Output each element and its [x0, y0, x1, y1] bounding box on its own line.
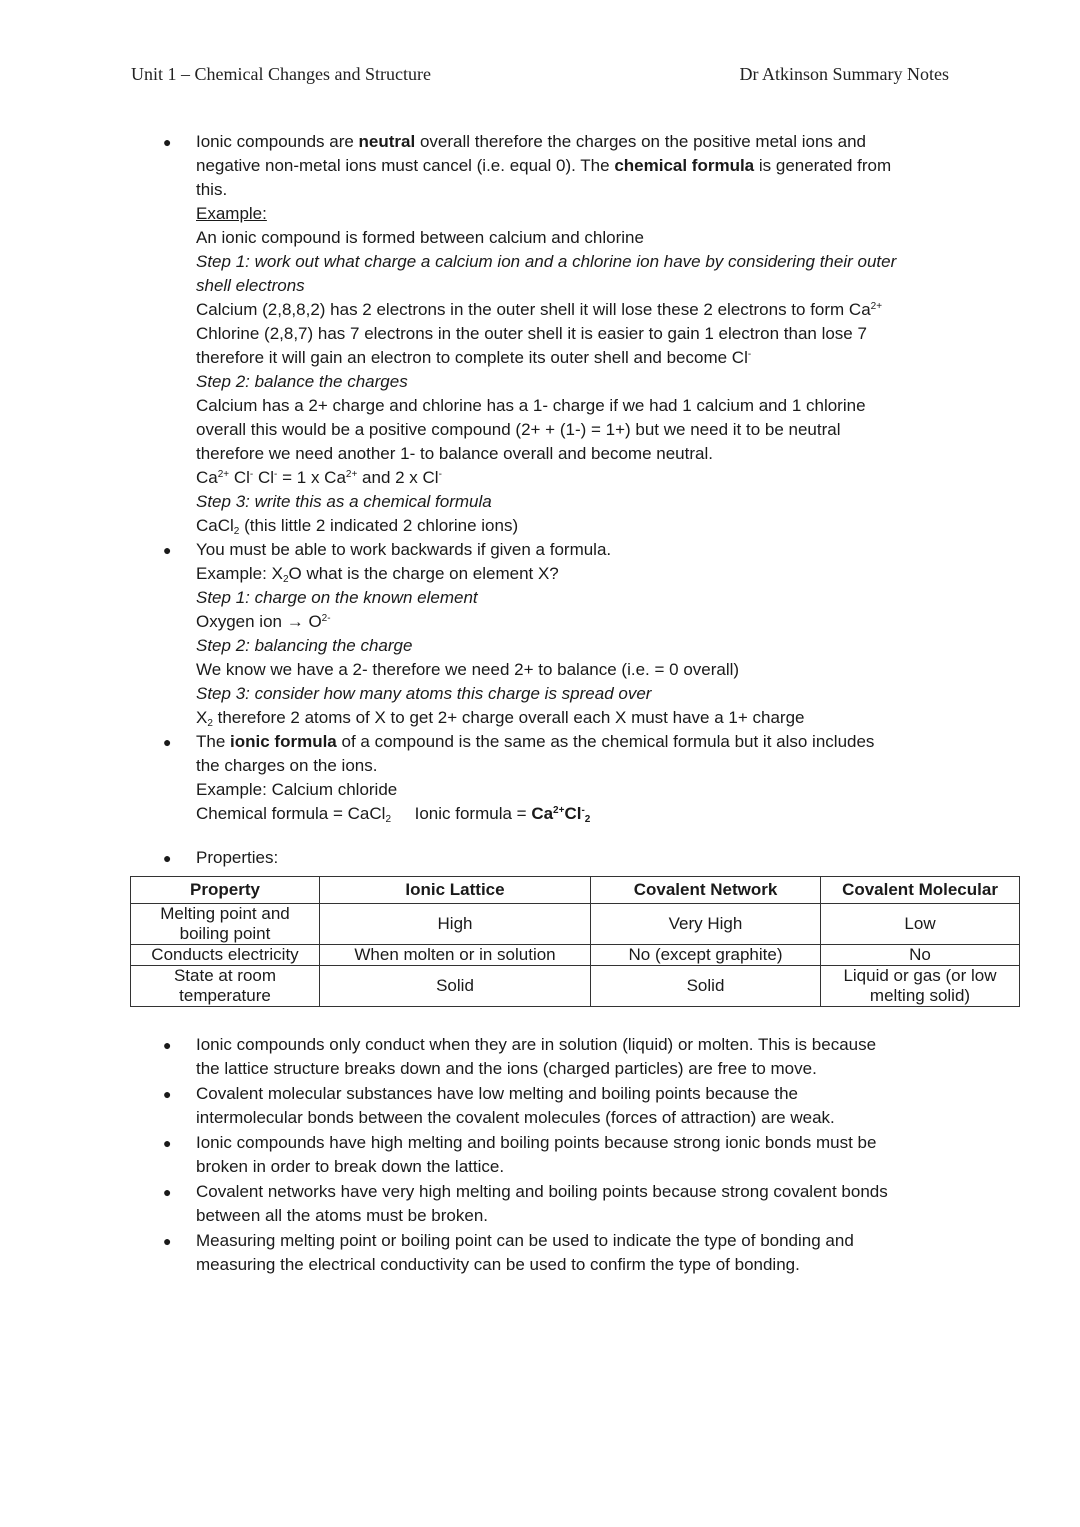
- bullet-properties: ● Properties:: [0, 846, 1080, 870]
- bullet-dot: ●: [163, 734, 172, 750]
- bullet-dot: ●: [163, 850, 172, 866]
- table-cell: When molten or in solution: [320, 945, 591, 966]
- table-cell: Melting point and boiling point: [131, 904, 320, 945]
- bullet-dot: ●: [163, 1135, 172, 1151]
- bullet-dot: ●: [163, 1037, 172, 1053]
- step-2: Step 2: balance the charges: [196, 372, 408, 391]
- table-cell: Solid: [320, 966, 591, 1007]
- notes-body: [0, 130, 1080, 870]
- table-header: Covalent Network: [591, 877, 821, 904]
- table-cell: High: [320, 904, 591, 945]
- explanation-notes: [0, 1033, 1080, 1278]
- table-cell: Liquid or gas (or low melting solid): [821, 966, 1020, 1007]
- step-1: Step 1: work out what charge a calcium ion and a chlorine ion have by considering their outer: [196, 252, 897, 271]
- table-header: Property: [131, 877, 320, 904]
- table-cell: No: [821, 945, 1020, 966]
- table-header: Covalent Molecular: [821, 877, 1020, 904]
- bullet-dot: ●: [163, 1086, 172, 1102]
- note-item: ● Ionic compounds have high melting and boiling points because strong ionic bonds must be broken in order to break down the lattice.: [163, 1133, 877, 1176]
- header-unit-title: Unit 1 – Chemical Changes and Structure: [131, 64, 431, 84]
- table-cell: Solid: [591, 966, 821, 1007]
- example-label: Example:: [196, 204, 267, 223]
- note-item: ● Covalent networks have very high melting and boiling points because strong covalent bonds between all the atoms must be broken.: [163, 1182, 888, 1225]
- bullet-ionic-formula: ● The ionic formula of a compound is the same as the chemical formula but it also includes the charges on the ions. Example: Calcium chloride Chemical formula = CaCl$_2$ Ionic formula = $Ca^{2+}Cl^-_2$: [163, 732, 875, 825]
- table-row: [131, 966, 1020, 1007]
- bullet-dot: ●: [163, 1184, 172, 1200]
- bullet-dot: ●: [163, 134, 172, 150]
- table-cell: No (except graphite): [591, 945, 821, 966]
- table-row: [131, 904, 1020, 945]
- note-item: ● Ionic compounds only conduct when they are in solution (liquid) or molten. This is because the lattice structure breaks down and the ions (charged particles) are free to move.: [163, 1035, 877, 1078]
- table-cell: Conducts electricity: [131, 945, 320, 966]
- bullet-work-backwards: ● You must be able to work backwards if given a formula. Example: $X_2O$ what is the charge on element X? Step 1: charge on the known element Oxygen ion → $O^{2-}$ Step 2: balancing the charge We know we have a 2- therefore we need 2+ to balance (i.e. = 0 overall) Step 3: consider how many atoms this charge is spread over $X_2$ therefore 2 atoms of X to get 2+ charge overall each X must have a 1+ charge: [163, 540, 805, 729]
- note-item: ● Measuring melting point or boiling point can be used to indicate the type of bonding and measuring the electrical conductivity can be used to confirm the type of bonding.: [163, 1231, 854, 1274]
- table-header: Ionic Lattice: [320, 877, 591, 904]
- note-item: ● Covalent molecular substances have low melting and boiling points because the intermolecular bonds between the covalent molecules (forces of attraction) are weak.: [163, 1084, 835, 1127]
- bullet-dot: ●: [163, 1233, 172, 1249]
- bullet-dot: ●: [163, 542, 172, 558]
- step-3: Step 3: write this as a chemical formula: [196, 492, 492, 511]
- table-cell: Very High: [591, 904, 821, 945]
- properties-table: [130, 876, 1020, 1007]
- header-author: Dr Atkinson Summary Notes: [739, 64, 949, 84]
- table-cell: State at room temperature: [131, 966, 320, 1007]
- table-header-row: [131, 877, 1020, 904]
- bullet-ionic-neutral: ● Ionic compounds are neutral overall therefore the charges on the positive metal ions and negative non-metal ions must cancel (i.e. equal 0). The chemical formula is generated from this. Example: An ionic compound is formed between calcium and chlorine Step 1: work out what charge a calcium ion and a chlorine ion have by considering their outer shell electrons Calcium (2,8,8,2) has 2 electrons in the outer shell it will lose these 2 electrons to form $Ca^{2+}$ Chlorine (2,8,7) has 7 electrons in the outer shell it is easier to gain 1 electron than lose 7 therefore it will gain an electron to complete its outer shell and become Cl- Step 2: balance the charges Calcium has a 2+ charge and chlorine has a 1- charge if we had 1 calcium and 1 chlorine overall this would be a positive compound (2+ + (1-) = 1+) but we need it to be neutral therefore we need another 1- to balance overall and become neutral. $Ca^{2+}$ Cl- Cl- = 1 x $Ca^{2+}$ and 2 x Cl- Step 3: write this as a chemical formula CaCl$_2$ (this little 2 indicated 2 chlorine ions): [0, 130, 1080, 538]
- table-row: [131, 945, 1020, 966]
- table-cell: Low: [821, 904, 1020, 945]
